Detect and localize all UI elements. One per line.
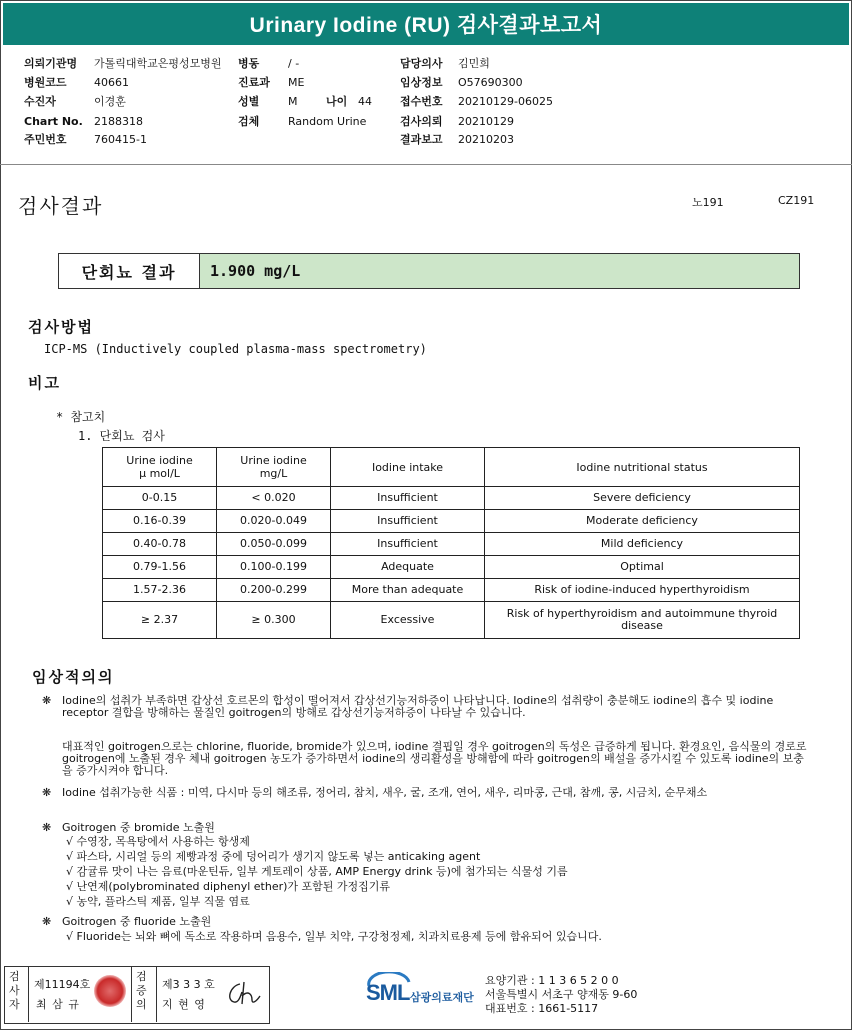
clinical-para-3: ❋ Iodine 섭취가능한 식품 : 미역, 다시마 등의 해조류, 정어리, 참치, 새우, 굴, 조개, 연어, 새우, 리마콩, 근대, 참깨, 콩, 시금치, 순무채소 bbox=[42, 786, 708, 799]
info-label: 임상정보 bbox=[400, 76, 443, 89]
list-item: √ 감귤류 맛이 나는 음료(마운틴듀, 일부 게토레이 상품, AMP Energy drink 등)에 첨가되는 식물성 기름 bbox=[66, 865, 568, 878]
info-value: 40661 bbox=[94, 76, 129, 89]
info-label: 성별 bbox=[238, 95, 260, 108]
org-logo-text: SML bbox=[366, 980, 410, 1005]
list-item: √ Fluoride는 뇌와 뼈에 독소로 작용하며 음용수, 일부 치약, 구강청정제, 치과치료용제 등에 함유되어 있습니다. bbox=[66, 930, 602, 943]
table-row bbox=[103, 510, 800, 533]
report-title: Urinary Iodine (RU) 검사결과보고서 bbox=[3, 3, 849, 45]
table-cell: ≥ 2.37 bbox=[103, 602, 217, 639]
table-cell: 0-0.15 bbox=[103, 487, 217, 510]
bullet-icon: ❋ bbox=[42, 694, 52, 707]
results-title: 검사결과 bbox=[18, 194, 104, 218]
signature-icon bbox=[222, 978, 262, 1008]
inspector-license: 제11194호 bbox=[34, 978, 91, 991]
info-value: 2188318 bbox=[94, 115, 143, 128]
seal-icon bbox=[94, 975, 126, 1007]
org-name: 삼광의료재단 bbox=[410, 991, 474, 1004]
reference-table bbox=[102, 447, 800, 639]
table-row bbox=[103, 579, 800, 602]
org-code: 요양기관 : 1 1 3 6 5 2 0 0 bbox=[485, 974, 619, 987]
info-value: ME bbox=[288, 76, 305, 89]
info-value: 김민희 bbox=[458, 57, 490, 70]
table-row bbox=[103, 602, 800, 639]
info-label: 주민번호 bbox=[24, 133, 67, 146]
table-header-row bbox=[103, 448, 800, 487]
info-value: 760415-1 bbox=[94, 133, 147, 146]
table-cell: 1.57-2.36 bbox=[103, 579, 217, 602]
table-row bbox=[103, 533, 800, 556]
info-value: 20210129 bbox=[458, 115, 514, 128]
approver-label: 검증의 bbox=[136, 970, 147, 1011]
table-cell: 0.050-0.099 bbox=[217, 533, 331, 556]
info-label: 접수번호 bbox=[400, 95, 443, 108]
list-item: √ 수영장, 목욕탕에서 사용하는 항생제 bbox=[66, 835, 250, 848]
info-value: M bbox=[288, 95, 298, 108]
table-cell: Moderate deficiency bbox=[485, 510, 800, 533]
info-label: Chart No. bbox=[24, 115, 83, 128]
method-text: ICP-MS (Inductively coupled plasma-mass spectrometry) bbox=[44, 342, 427, 356]
info-left bbox=[24, 57, 222, 71]
table-cell: Insufficient bbox=[331, 510, 485, 533]
info-label: 담당의사 bbox=[400, 57, 443, 70]
table-header: Iodine intake bbox=[331, 448, 485, 487]
table-cell: 0.40-0.78 bbox=[103, 533, 217, 556]
age-value: 44 bbox=[358, 95, 372, 108]
method-title: 검사방법 bbox=[28, 318, 94, 336]
test-code-left: 노191 bbox=[692, 196, 724, 209]
info-label: 진료과 bbox=[238, 76, 270, 89]
result-box bbox=[58, 253, 800, 289]
table-cell: ≥ 0.300 bbox=[217, 602, 331, 639]
list-item: √ 난연제(polybrominated diphenyl ether)가 포함된 가정집기류 bbox=[66, 880, 391, 893]
approver-license: 제3 3 3 호 bbox=[162, 978, 215, 991]
info-row: 의뢰기관명 가톨릭대학교은평성모병원 bbox=[24, 57, 222, 70]
table-cell: Excessive bbox=[331, 602, 485, 639]
table-cell: Optimal bbox=[485, 556, 800, 579]
remarks-title: 비고 bbox=[28, 374, 61, 392]
age-label: 나이 bbox=[326, 95, 348, 108]
info-value: 이경훈 bbox=[94, 95, 126, 108]
info-value: / - bbox=[288, 57, 300, 70]
info-label: 수진자 bbox=[24, 95, 56, 108]
info-value: O57690300 bbox=[458, 76, 523, 89]
info-label: 결과보고 bbox=[400, 133, 443, 146]
table-cell: < 0.020 bbox=[217, 487, 331, 510]
table-cell: Severe deficiency bbox=[485, 487, 800, 510]
info-value: Random Urine bbox=[288, 115, 367, 128]
info-value: 20210129-06025 bbox=[458, 95, 553, 108]
org-phone: 대표번호 : 1661-5117 bbox=[485, 1002, 599, 1015]
info-label: 병동 bbox=[238, 57, 260, 70]
clinical-title: 임상적의의 bbox=[32, 668, 115, 686]
table-header: Iodine nutritional status bbox=[485, 448, 800, 487]
header-divider bbox=[0, 164, 852, 165]
table-cell: 0.200-0.299 bbox=[217, 579, 331, 602]
table-cell: More than adequate bbox=[331, 579, 485, 602]
test-code-right: CZ191 bbox=[778, 194, 815, 207]
result-value: 1.900 mg/L bbox=[200, 254, 799, 288]
ref-subtitle: 1. 단회뇨 검사 bbox=[78, 429, 165, 443]
table-header: Urine iodine mg/L bbox=[217, 448, 331, 487]
table-cell: Risk of iodine-induced hyperthyroidism bbox=[485, 579, 800, 602]
bullet-icon: ❋ bbox=[42, 821, 52, 834]
table-cell: 0.020-0.049 bbox=[217, 510, 331, 533]
bullet-icon: ❋ bbox=[42, 915, 52, 928]
table-cell: Adequate bbox=[331, 556, 485, 579]
info-value: 20210203 bbox=[458, 133, 514, 146]
clinical-para-1: ❋ Iodine의 섭취가 부족하면 갑상선 호르몬의 합성이 떨어져서 갑상선기능저하증이 나타납니다. Iodine의 섭취량이 충분해도 iodine의 흡수 및 iodine receptor 결합을 방해하는 물질인 goitrogen의 방해로 갑상선기능저하증이 나타날 수 있습니다. bbox=[42, 694, 774, 719]
list-item: √ 농약, 플라스틱 제품, 일부 직물 염료 bbox=[66, 895, 250, 908]
fluoride-title: ❋ Goitrogen 중 fluoride 노출원 bbox=[42, 915, 212, 928]
table-header: Urine iodine μ mol/L bbox=[103, 448, 217, 487]
table-cell: Mild deficiency bbox=[485, 533, 800, 556]
approver-name: 지 현 영 bbox=[162, 998, 206, 1011]
bullet-icon: ❋ bbox=[42, 786, 52, 799]
info-label: 검사의뢰 bbox=[400, 115, 443, 128]
table-cell: Insufficient bbox=[331, 487, 485, 510]
info-label: 검체 bbox=[238, 115, 260, 128]
table-cell: Insufficient bbox=[331, 533, 485, 556]
bromide-title: ❋ Goitrogen 중 bromide 노출원 bbox=[42, 821, 215, 834]
table-row bbox=[103, 487, 800, 510]
info-row: 병원코드 bbox=[24, 76, 67, 89]
inspector-label: 검사자 bbox=[9, 970, 20, 1011]
result-label: 단회뇨 결과 bbox=[59, 254, 200, 288]
table-cell: Risk of hyperthyroidism and autoimmune thyroid disease bbox=[485, 602, 800, 639]
inspector-name: 최 삼 규 bbox=[36, 998, 80, 1011]
table-row bbox=[103, 556, 800, 579]
clinical-para-2: 대표적인 goitrogen으로는 chlorine, fluoride, bromide가 있으며, iodine 결핍일 경우 goitrogen의 독성은 급증하게 됩니다. 환경요인, 음식물의 경로로 goitrogen에 노출된 경우 체내 goitrogen 농도가 증가하면서 iodine의 생리활성을 방해함에 따라 goitrogen의 배설을 증가시킬 수 있도록 iodine의 보충을 증가시켜야 합니다. bbox=[62, 740, 807, 777]
table-cell: 0.79-1.56 bbox=[103, 556, 217, 579]
table-cell: 0.100-0.199 bbox=[217, 556, 331, 579]
org-address: 서울특별시 서초구 양재동 9-60 bbox=[485, 988, 638, 1001]
list-item: √ 파스타, 시리얼 등의 제빵과정 중에 덩어리가 생기지 않도록 넣는 anticaking agent bbox=[66, 850, 481, 863]
ref-title: * 참고치 bbox=[56, 410, 106, 424]
table-cell: 0.16-0.39 bbox=[103, 510, 217, 533]
